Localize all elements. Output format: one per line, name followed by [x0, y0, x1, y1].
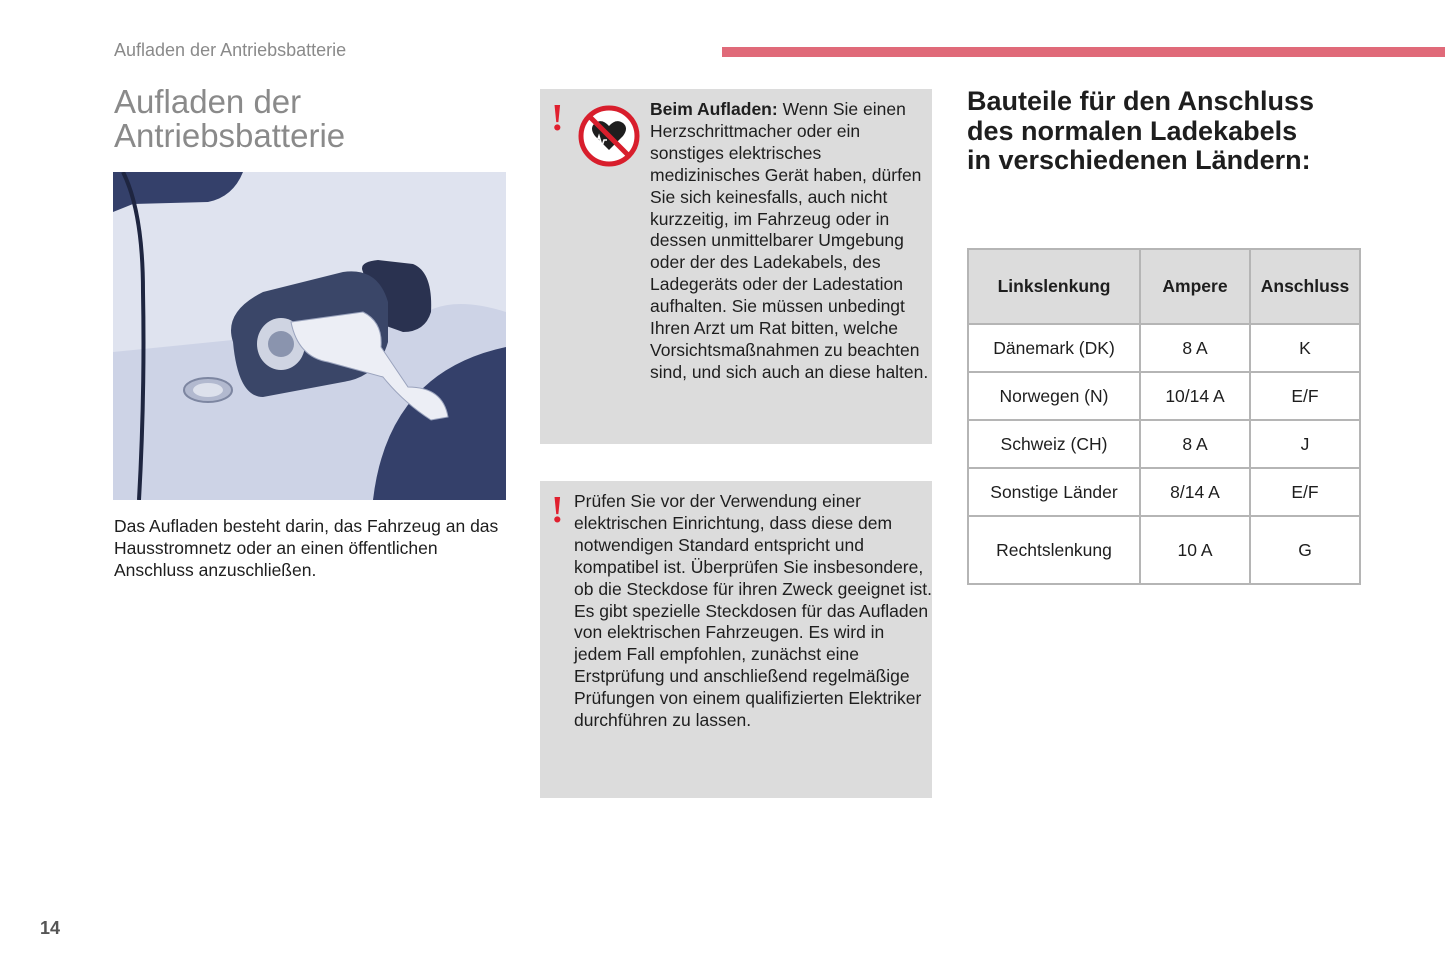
table-cell: K [1250, 324, 1360, 372]
table-row [968, 420, 1360, 468]
page-title-line-1: Aufladen der [114, 83, 302, 120]
table-cell: 10 A [1140, 516, 1250, 584]
table-cell: Dänemark (DK) [968, 324, 1140, 372]
table-cell: Schweiz (CH) [968, 420, 1140, 468]
table-cell: Rechtslenkung [968, 516, 1140, 584]
pacemaker-warning-text [650, 99, 930, 384]
column-header-ampere: Ampere [1140, 249, 1250, 324]
table-title [967, 87, 1387, 176]
page-title [114, 85, 345, 153]
installation-warning-text: Prüfen Sie vor der Verwendung einer elektrischen Einrichtung, dass diese dem notwendigen Standard entspricht und kompatibel ist. Überprüfen Sie insbesondere, ob die Steckdose für ihren Zweck geeignet ist. Es gibt spezielle Steckdosen für das Aufladen von elektrischen Fahrzeugen. Es wird in jedem Fall empfohlen, zunächst eine Erstprüfung und anschließend regelmäßige Prüfungen von einem qualifizierten Elektriker durchführen zu lassen. [574, 491, 932, 731]
table-row [968, 372, 1360, 420]
installation-warning-box [540, 481, 932, 798]
page-title-line-2: Antriebsbatterie [114, 117, 346, 154]
table-cell: 8 A [1140, 324, 1250, 372]
table-cell: J [1250, 420, 1360, 468]
table-cell: 8 A [1140, 420, 1250, 468]
table-cell: 8/14 A [1140, 468, 1250, 516]
exclamation-icon: ! [551, 489, 564, 531]
table-title-line-2: des normalen Ladekabels [967, 115, 1298, 146]
connection-table [967, 248, 1361, 585]
warning-body: Wenn Sie einen Herzschrittmacher oder ein sonstiges elektrisches medizinisches Gerät haben, dürfen Sie sich keinesfalls, auch nicht kurzzeitig, im Fahrzeug oder in dessen unmittelbarer Umgebung oder der des Ladekabels, des Ladegeräts oder der Ladestation aufhalten. Sie müssen unbedingt Ihren Arzt um Rat bitten, welche Vorsichtsmaßnahmen zu beachten sind, und sich auch an diese halten. [650, 99, 929, 382]
table-header-row [968, 249, 1360, 324]
pacemaker-warning-box [540, 89, 932, 444]
table-row [968, 468, 1360, 516]
column-header-anschluss: Anschluss [1250, 249, 1360, 324]
table-cell: Sonstige Länder [968, 468, 1140, 516]
running-header: Aufladen der Antriebsbatterie [114, 40, 347, 60]
table-row [968, 516, 1360, 584]
table-cell: G [1250, 516, 1360, 584]
charging-port-illustration [113, 172, 506, 500]
page-number: 14 [40, 918, 61, 938]
warning-lead: Beim Aufladen: [650, 99, 778, 119]
table-cell: E/F [1250, 372, 1360, 420]
table-title-line-1: Bauteile für den Anschluss [967, 86, 1315, 116]
table-title-line-3: in verschiedenen Ländern: [967, 145, 1311, 175]
exclamation-icon: ! [551, 97, 564, 139]
column-header-linkslenkung: Linkslenkung [968, 249, 1140, 324]
header-accent-bar [722, 47, 1445, 57]
table-cell: 10/14 A [1140, 372, 1250, 420]
intro-text: Das Aufladen besteht darin, das Fahrzeug an das Hausstromnetz oder an einen öffentlichen Anschluss anzuschließen. [114, 516, 499, 580]
table-cell: Norwegen (N) [968, 372, 1140, 420]
table-row [968, 324, 1360, 372]
pacemaker-prohibited-icon [577, 104, 641, 168]
table-cell: E/F [1250, 468, 1360, 516]
